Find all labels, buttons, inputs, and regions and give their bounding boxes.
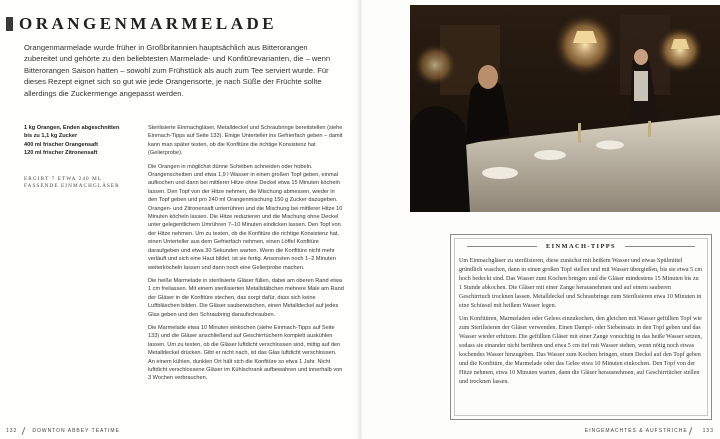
ingredient-item: bis zu 1,1 kg Zucker bbox=[24, 133, 78, 140]
page-number-left: 132 bbox=[6, 428, 18, 434]
maid-head bbox=[634, 49, 648, 65]
method-paragraph: Die heiße Marmelade in sterilisierte Gläser füllen, dabei am oberen Rand etwa 1 cm freilassen. Mit einem sterilisierten Metallstäbchen mehrere Male am Rand der Gläser in die Konfitüre stechen, das sorgt dafür, dass sich keine Luftbläschen bilden. Die Gläser sauberwischen, einen Metalldeckel auf jedes Glas geben und den Schraubring daraufschrauben. bbox=[148, 277, 344, 318]
title-marker bbox=[6, 17, 13, 31]
footer-section-title: EINGEMACHTES & AUFSTRICHE bbox=[584, 428, 688, 434]
tips-box bbox=[450, 234, 712, 420]
lamp-shade bbox=[573, 31, 597, 43]
tips-paragraph: Um Konfitüren, Marmeladen oder Gelees einzukochen, den gleichen mit Wasser gefüllten Topf wie zum Sterilisieren der Gläser verwenden. Einen Dampf- oder Siebeinsatz in den Topf geben und das Wasser wieder erhitzen. Die gefüllten Gläser mit einer Zange vorsichtig in das heiße Wasser setzen, sodass sie einander nicht berühren und etwa 5 cm tief mit Wasser stehen, wenn nötig noch etwas kochendes Wasser hinzugeben. Das Wasser zum Kochen bringen, einen Deckel auf den Topf geben und die Konfitüre, die Marmelade oder das Gelee etwa 10 Minuten einkochen. Den Topf von der Hitze nehmen, etwa 10 Minuten warten, dann die Gläser herausnehmen, auf Geschirrtücher stellen und trocknen lassen. bbox=[459, 316, 702, 385]
ingredient-list bbox=[24, 124, 132, 158]
photo-illustration bbox=[410, 5, 720, 212]
title-row bbox=[6, 14, 277, 34]
footer-book-title: DOWNTON ABBEY TEATIME bbox=[32, 428, 120, 434]
tips-title: EINMACH-TIPPS bbox=[545, 243, 617, 250]
lamp-glow bbox=[413, 43, 457, 87]
maid-apron bbox=[634, 71, 648, 101]
dining-room-photo bbox=[410, 5, 720, 212]
lamp-glow bbox=[553, 13, 617, 77]
method-paragraph: Die Orangen in möglichst dünne Scheiben schneiden oder hobeln. Orangenscheiben und etwa 1,9 l Wasser in einen großen Topf geben, einmal aufkochen und dann bei mittlerer Hitze ohne Deckel etwa 15 Minuten köcheln lassen. Den Topf von der Hitze nehmen, die Mischung abmessen, wieder in den Topf geben und pro 240 ml Orangenmischung 150 g Zucker dazugeben. Orangen- und Zitronensaft unterrühren und die Mischung bei mittlerer Hitze 10 Minuten köcheln lassen. Die Hitze reduzieren und die Mischung ohne Deckel unter gelegentlichem Umrühren 7–10 Minuten eindicken lassen. Den Topf von der Hitze nehmen. Um zu testen, ob die Konfitüre die richtige Konsistenz hat, einen Unterteller aus dem Gefrierfach nehmen, einen Löffel Konfitüre daraufgeben und etwa 30 Sekunden warten. Wenn die Konfitüre nicht mehr verläuft und sich eine Haut bildet, ist sie fertig. Ansonsten noch 1–2 Minuten weiterköcheln lassen und dann noch eine Gelierprobe machen. bbox=[148, 163, 343, 271]
candlestick bbox=[578, 123, 581, 143]
page-number-right: 133 bbox=[702, 428, 714, 434]
plate bbox=[482, 167, 518, 179]
footer-divider bbox=[22, 427, 26, 435]
method-paragraph: Die Marmelade etwa 10 Minuten einkochen (siehe Einmach-Tipps auf Seite 133) und die Gläser anschließend auf Geschirrtüchern komplett auskühlen lassen. Um zu testen, ob die Gläser luftdicht verschlossen sind, mittig auf den Metalldeckel drücken. Gibt er nicht nach, ist das Glas luftdicht verschlossen. An einem kühlen, dunklen Ort hält sich die Konfitüre so etwa 1 Jahr. Nicht luftdicht verschlossene Gläser im Kühlschrank aufbewahren und innerhalb von 3 Wochen verbrauchen. bbox=[148, 324, 343, 382]
man-head bbox=[478, 65, 498, 89]
plate bbox=[534, 150, 566, 160]
intro-paragraph: Orangenmarmelade wurde früher in Großbritannien hauptsächlich aus Bitterorangen zubereitet und gehörte zu den beliebtesten Marmelade- und Konfitürevarianten, die – wenn Bitterorangen Saison hatten – sowohl zum Frühstück als auch zum Tee serviert wurde. Für dieses Rezept eignet sich so gut wie jede Orangensorte, je nach Süße der Früchte sollte allerdings die Zuckermenge angepasst werden. bbox=[24, 43, 331, 98]
footer-divider bbox=[688, 427, 692, 435]
tips-text bbox=[459, 257, 703, 392]
foreground-figure bbox=[410, 106, 470, 212]
ingredient-item: 120 ml frischer Zitronensaft bbox=[24, 150, 98, 157]
tips-paragraph: Um Einmachgläser zu sterilisieren, diese zunächst mit heißem Wasser und etwas Spülmittel gründlich waschen, dann in einen großen Topf stellen und mit Wasser übergießen, bis sie etwa 5 cm hoch bedeckt sind. Das Wasser zum Kochen bringen und die Gläser mindestens 15 Minuten bis zu 1 Stunde abkochen. Die Gläser mit einer Zange herausnehmen und auf einem sauberen Geschirrtuch trocknen lassen. Metalldeckel und Schraubringe zum Sterilisieren etwa 10 Minuten in eine Schüssel mit heißem Wasser legen. bbox=[459, 258, 703, 309]
lamp-shade bbox=[671, 39, 689, 49]
page-title: ORANGENMARMELADE bbox=[19, 14, 278, 33]
lamp-glow bbox=[656, 26, 704, 74]
footer-left bbox=[6, 427, 120, 435]
ingredient-item: 1 kg Orangen, Enden abgeschnitten bbox=[24, 125, 120, 131]
yield-note: ERGIBT 7 ETWA 240 ML FASSENDE EINMACHGLÄSER bbox=[24, 176, 120, 190]
method-text bbox=[148, 124, 344, 388]
footer-right bbox=[585, 427, 714, 435]
plate bbox=[596, 141, 624, 150]
method-paragraph: Sterilisierte Einmachgläser, Metalldeckel und Schraubringe bereitstellen (siehe Einmach-Tipps auf Seite 133). Einige Unterteller ins Gefrierfach geben – damit kann man später testen, ob die Konfitüre die richtige Konsistenz hat (Gelierprobe). bbox=[148, 125, 343, 157]
ingredient-item: 400 ml frischer Orangensaft bbox=[24, 141, 98, 148]
